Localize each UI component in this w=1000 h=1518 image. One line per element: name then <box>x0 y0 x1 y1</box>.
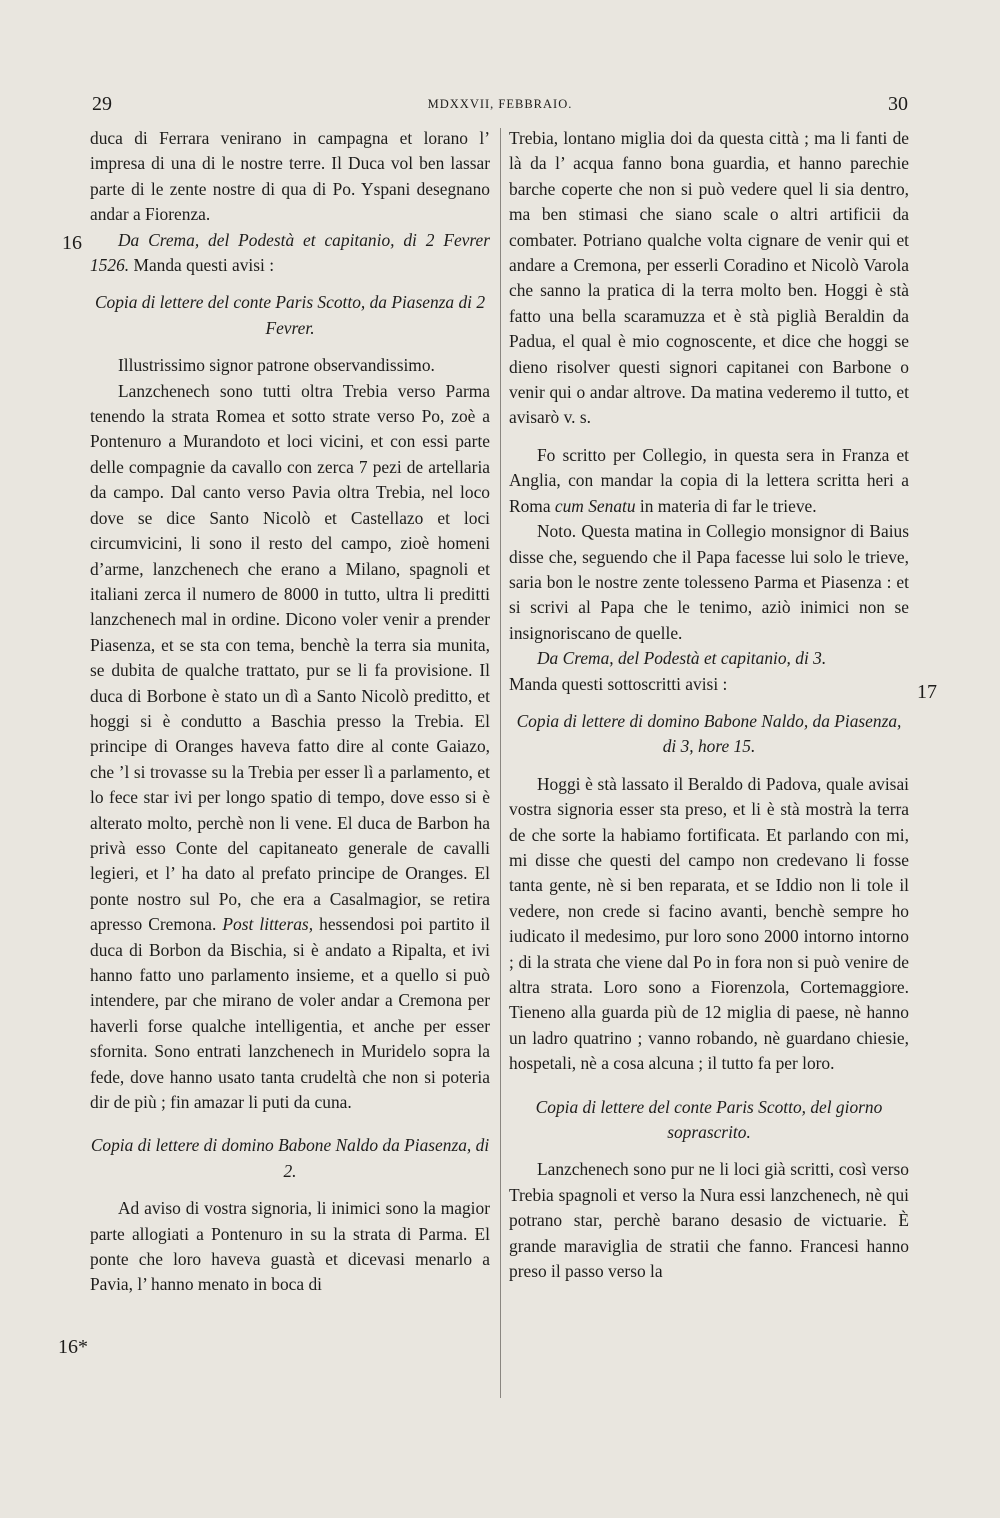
paragraph: duca di Ferrara venirano in campagna et lorano l’ impresa di una di le nostre terre. Il Duca vol ben lassar parte di le zente nostre di qua di Po. Yspani desegnano andar a Fiorenza. <box>90 128 490 225</box>
dispatch-note: Manda questi avisi : <box>129 255 275 276</box>
dispatch-note: Manda questi sottoscritti avisi : <box>509 673 728 694</box>
margin-number-17: 17 <box>917 681 937 703</box>
paragraph: Noto. Questa matina in Collegio monsignor di Baius disse che, seguendo che il Papa facesse lui solo le trieve, saria bon le nostre zente tolesseno Parma et Piasenza : et si scrivi al Papa che le tenimo, aziò inimici non se insignoriscano de quelle. <box>509 521 909 643</box>
paragraph: Lanzchenech sono pur ne li loci già scritti, così verso Trebia spagnoli et verso la Nura essi lanzchenech, nè qui potrano star, perchè barano desasio de victuarie. È grande maraviglia de stratii che fanno. Francesi hanno preso il passo verso la <box>509 1159 909 1282</box>
dispatch-heading-paragraph <box>90 228 490 279</box>
salutation: Illustrissimo signor patrone observandissimo. <box>118 355 435 376</box>
right-column <box>509 126 909 1284</box>
paragraph: Hoggi è stà lassato il Beraldo di Padova, quale avisai vostra signoria esser sta preso, et li è stà mostrà la terra de che sorte la habiamo fortificata. Et parlando con mi, mi disse che questi del campo non credevano li fosse tanta gente, nè si ben reparata, et se Iddio non li tole il vedere, non crede si facino avanti, benchè sempre ho iudicato il medesimo, pur loro sono 2000 intorno intorno ; di la strata che viene dal Po in fora non si può venire de altra strata. Loro sono a Fiorenzola, Cortemaggiore. Tieneno alla guarda più de 12 miglia di paese, nè hanno un ladro quatrino ; vanno robando, nè guardano chiesie, hospetali, nè a cosa alcuna ; il tutto fa per loro. <box>509 773 909 1074</box>
letter-heading: Copia di lettere del conte Paris Scotto, da Piasenza di 2 Fevrer. <box>94 292 486 338</box>
paragraph <box>509 443 909 519</box>
letter-heading: Copia di lettere del conte Paris Scotto, del giorno soprascrito. <box>535 1096 883 1143</box>
paragraph-text: Fo scritto per Collegio, in questa sera in Franza et Anglia, con mandar la copia di la lettera scritta heri a Roma <box>509 444 909 516</box>
margin-number-16: 16 <box>62 232 82 254</box>
dispatch-source: Da Crema, del Podestà et capitanio, di 3. <box>537 648 827 669</box>
paragraph <box>90 379 490 1116</box>
paragraph-text: Lanzchenech sono tutti oltra Trebia verso Parma tenendo la strata Romea et sotto strate verso Po, zoè a Pontenuro a Murandoto et loci vicini, et con essi parte delle compagnie da cavallo con zerca 7 pezi de artellaria da campo. Dal canto verso Pavia oltra Trebia, nel loco dove se dice Santo Nicolò et Castellazo et loci circumvicini, li sono il resto del campo, zioè homeni d’arme, lanzchenech che erano a Milano, spagnoli et italiani zerca il numero de 8000 in tutto, ultra li preditti lanzchenech mal in ordine. Dicono voler venir a prender Piasenza, et se sta con tema, benchè la terra sia munita, se dubita de qualche trattato, pur se li fa provisione. Il duca di Borbone è stato un dì a Santo Nicolò preditto, et hoggi si è condutto a Baschia presso la Trebia. El principe di Oranges haveva fatto dire al conte Gaiazo, che ’l si trovasse su la Trebia per esser lì a parlamento, et lo fece star ivi per longo spatio di tempo, dove esso si è alterato molto, perchè non li vene. El duca de Barbon ha privà esso Conte del capitaneato generale de cavalli legieri, et l’ ha dato al prefato principe de Oranges. El ponte nostro sul Po, che era a Casalmagior, se retira apresso Cremona. <box>90 380 490 935</box>
paragraph: Ad aviso di vostra signoria, li inimici sono la magior parte allogiati a Pontenuro in su la strata di Parma. El ponte che loro haveva guastà et dicevasi menarlo a Pavia, l’ hanno menato in boca di <box>90 1198 490 1295</box>
page-header <box>90 93 910 123</box>
left-column <box>90 126 490 1298</box>
margin-number-16-star: 16* <box>58 1336 88 1358</box>
italic-phrase: cum Senatu <box>554 495 636 516</box>
column-divider <box>500 128 501 1398</box>
italic-phrase: Post litteras, <box>222 914 314 935</box>
paragraph: Trebia, lontano miglia doi da questa città ; ma li fanti de là da l’ acqua fanno bona guardia, et hanno parechie barche coperte che non si può vedere quel li sia dentro, ma ben stimasi che siano scale o altri artificii da combater. Potriano qualche volta cignare de venir qui et andare a Cremona, per esserli Coradino et Nicolò Varola che sanno la pratica di la terra molto ben. Hoggi è stà fatto una bella scaramuzza et è stà piglià Beraldin da Padua, el qual è mio cognoscente, et dice che hoggi se dieno risolver questi signori capitanei con Barbone o venir qui o andar altrove. Da matina vederemo il tutto, et avisarò v. s. <box>509 128 909 428</box>
letter-heading: Copia di lettere di domino Babone Naldo, da Piasenza, di 3, hore 15. <box>516 710 902 757</box>
paragraph-text: in materia di far le trieve. <box>635 495 817 516</box>
page-number-left: 29 <box>92 93 112 115</box>
page-number-right: 30 <box>888 93 908 115</box>
dispatch-source: Da Crema, del Podestà et capitanio, di 2 Fevrer 1526. <box>90 229 490 276</box>
letter-heading: Copia di lettere di domino Babone Naldo da Piasenza, di 2. <box>90 1135 490 1181</box>
running-title: MDXXVII, FEBBRAIO. <box>427 97 573 111</box>
paragraph-text: hessendosi poi partito il duca di Borbon da Bischia, si è andato a Ripalta, et ivi hanno fatto uno parlamento insieme, et a quello si può intendere, par che mirano de voler andar a Cremona per haverli forse qualche intelligentia, et anche per esser sfornita. Sono entrati lanzchenech in Muridelo sopra la fede, dove hanno usato tanta crudeltà che non si poteria dir de più ; fin amazar li puti da cuna. <box>90 914 491 1113</box>
